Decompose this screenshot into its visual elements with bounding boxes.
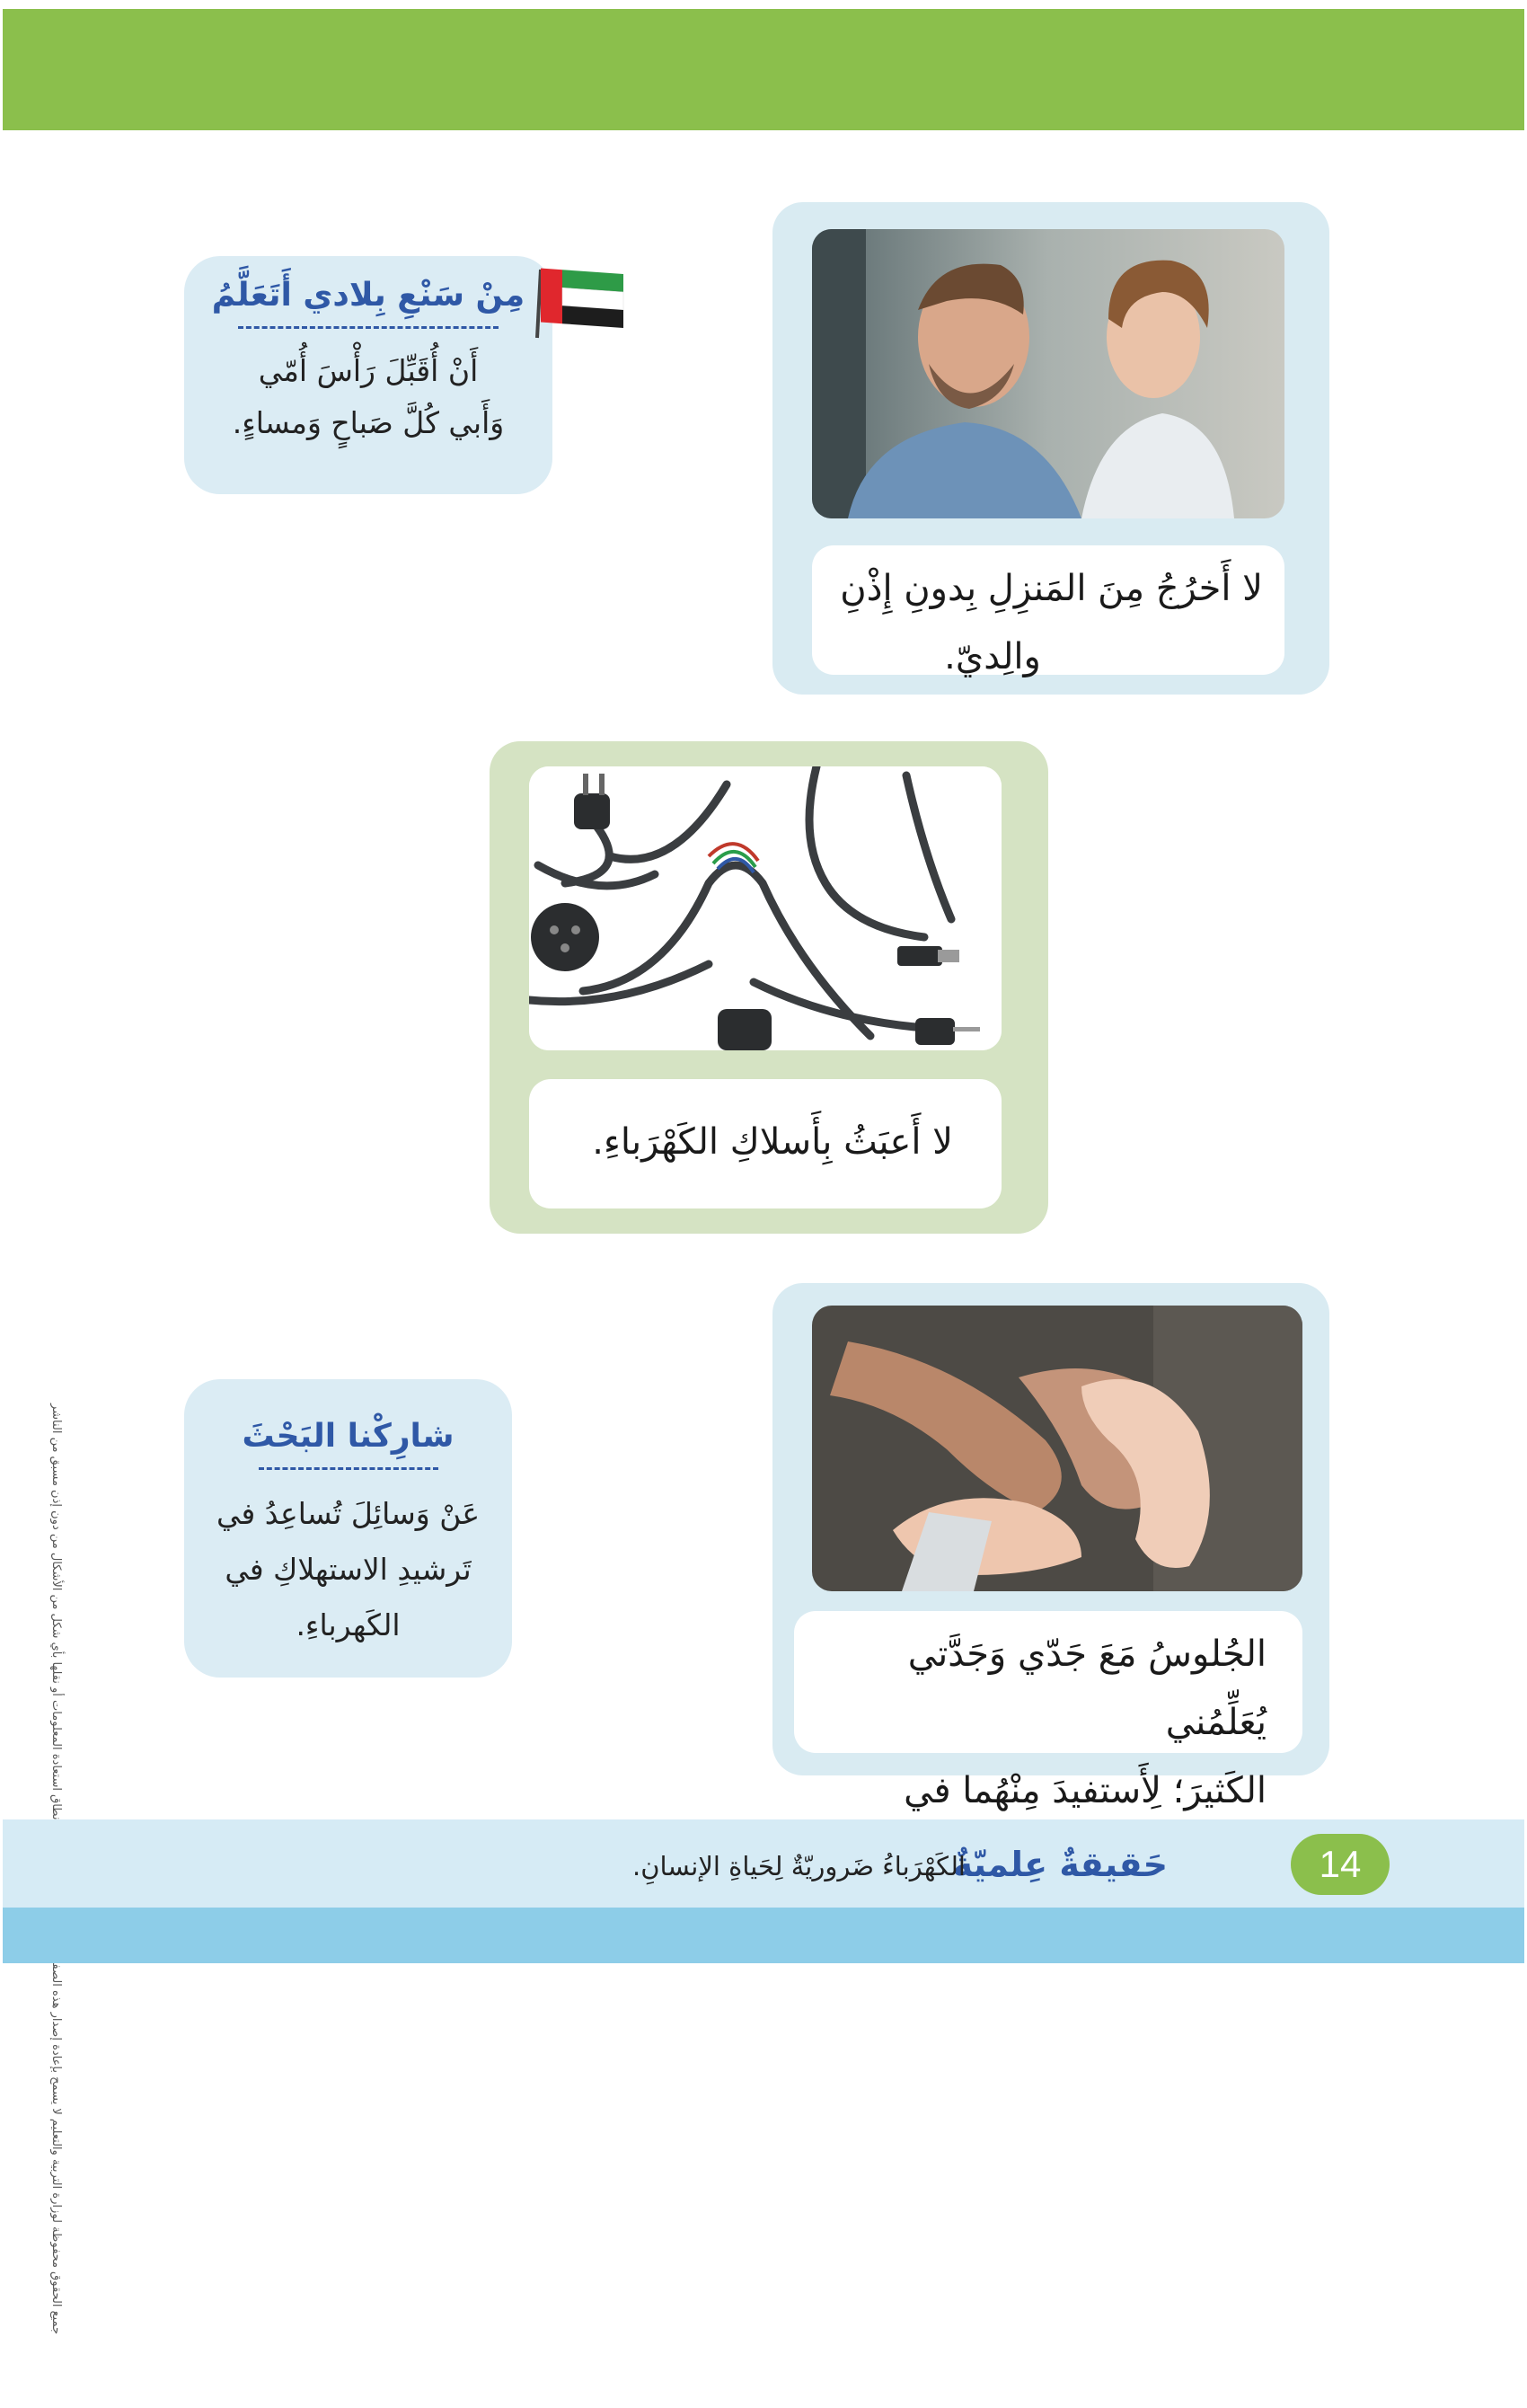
- learn-box-title: مِنْ سَنْعِ بِلادي أَتَعَلَّمُ: [211, 277, 525, 314]
- card-grandparents: [772, 1283, 1329, 1811]
- research-box-line-1: عَنْ وَسائِلَ تُساعِدُ في: [216, 1496, 481, 1531]
- card-electric-cables: [490, 741, 1048, 1234]
- holding-hands-photo: [812, 1306, 1302, 1591]
- uae-flag-icon: [534, 262, 632, 340]
- title-underline: [259, 1467, 438, 1470]
- electric-cables-photo: [529, 766, 1002, 1050]
- caption-line-1: لا أَخرُجُ مِنَ المَنزِلِ بِدونِ إِذْنِ: [840, 568, 1263, 609]
- card-leave-home: [772, 202, 1329, 695]
- caption-line-1: الجُلوسُ مَعَ جَدّي وَجَدَّتي يُعَلِّمُني: [907, 1633, 1267, 1743]
- footer-strip: [3, 1908, 1524, 1963]
- research-box-title: شارِكْنا البَحْثَ: [242, 1418, 455, 1455]
- caption-line-1: لا أَعبَثُ بِأَسلاكِ الكَهْرَباءِ.: [592, 1121, 953, 1163]
- caption-leave-home: [812, 545, 1284, 675]
- scientific-fact-text: الكَهْرَباءُ ضَروريّةٌ لِحَياةِ الإنسانِ.: [632, 1851, 966, 1881]
- caption-electric-cables: [529, 1079, 1002, 1208]
- page-number: 14: [1291, 1834, 1390, 1895]
- caption-line-2: الكَثيرَ؛ لِأَستفيدَ مِنْهُما في: [904, 1770, 1267, 1811]
- title-underline: [238, 326, 499, 329]
- research-box-line-3: الكَهرباءِ.: [296, 1607, 401, 1642]
- research-box-line-2: تَرشيدِ الاستهلاكِ في: [225, 1552, 472, 1587]
- research-box: [184, 1379, 512, 1678]
- caption-grandparents: [794, 1611, 1302, 1811]
- caption-line-2: والِديّ.: [944, 636, 1041, 677]
- learn-box: [184, 256, 552, 494]
- father-and-son-photo: [812, 229, 1284, 518]
- top-banner: [3, 9, 1524, 130]
- learn-box-line-2: وَأَبي كُلَّ صَباحٍ وَمساءٍ.: [232, 405, 505, 440]
- learn-box-line-1: أَنْ أُقَبِّلَ رَأْسَ أُمّي: [258, 353, 479, 388]
- scientific-fact-label: حَقيقةٌ عِلميّةٌ: [952, 1845, 1168, 1884]
